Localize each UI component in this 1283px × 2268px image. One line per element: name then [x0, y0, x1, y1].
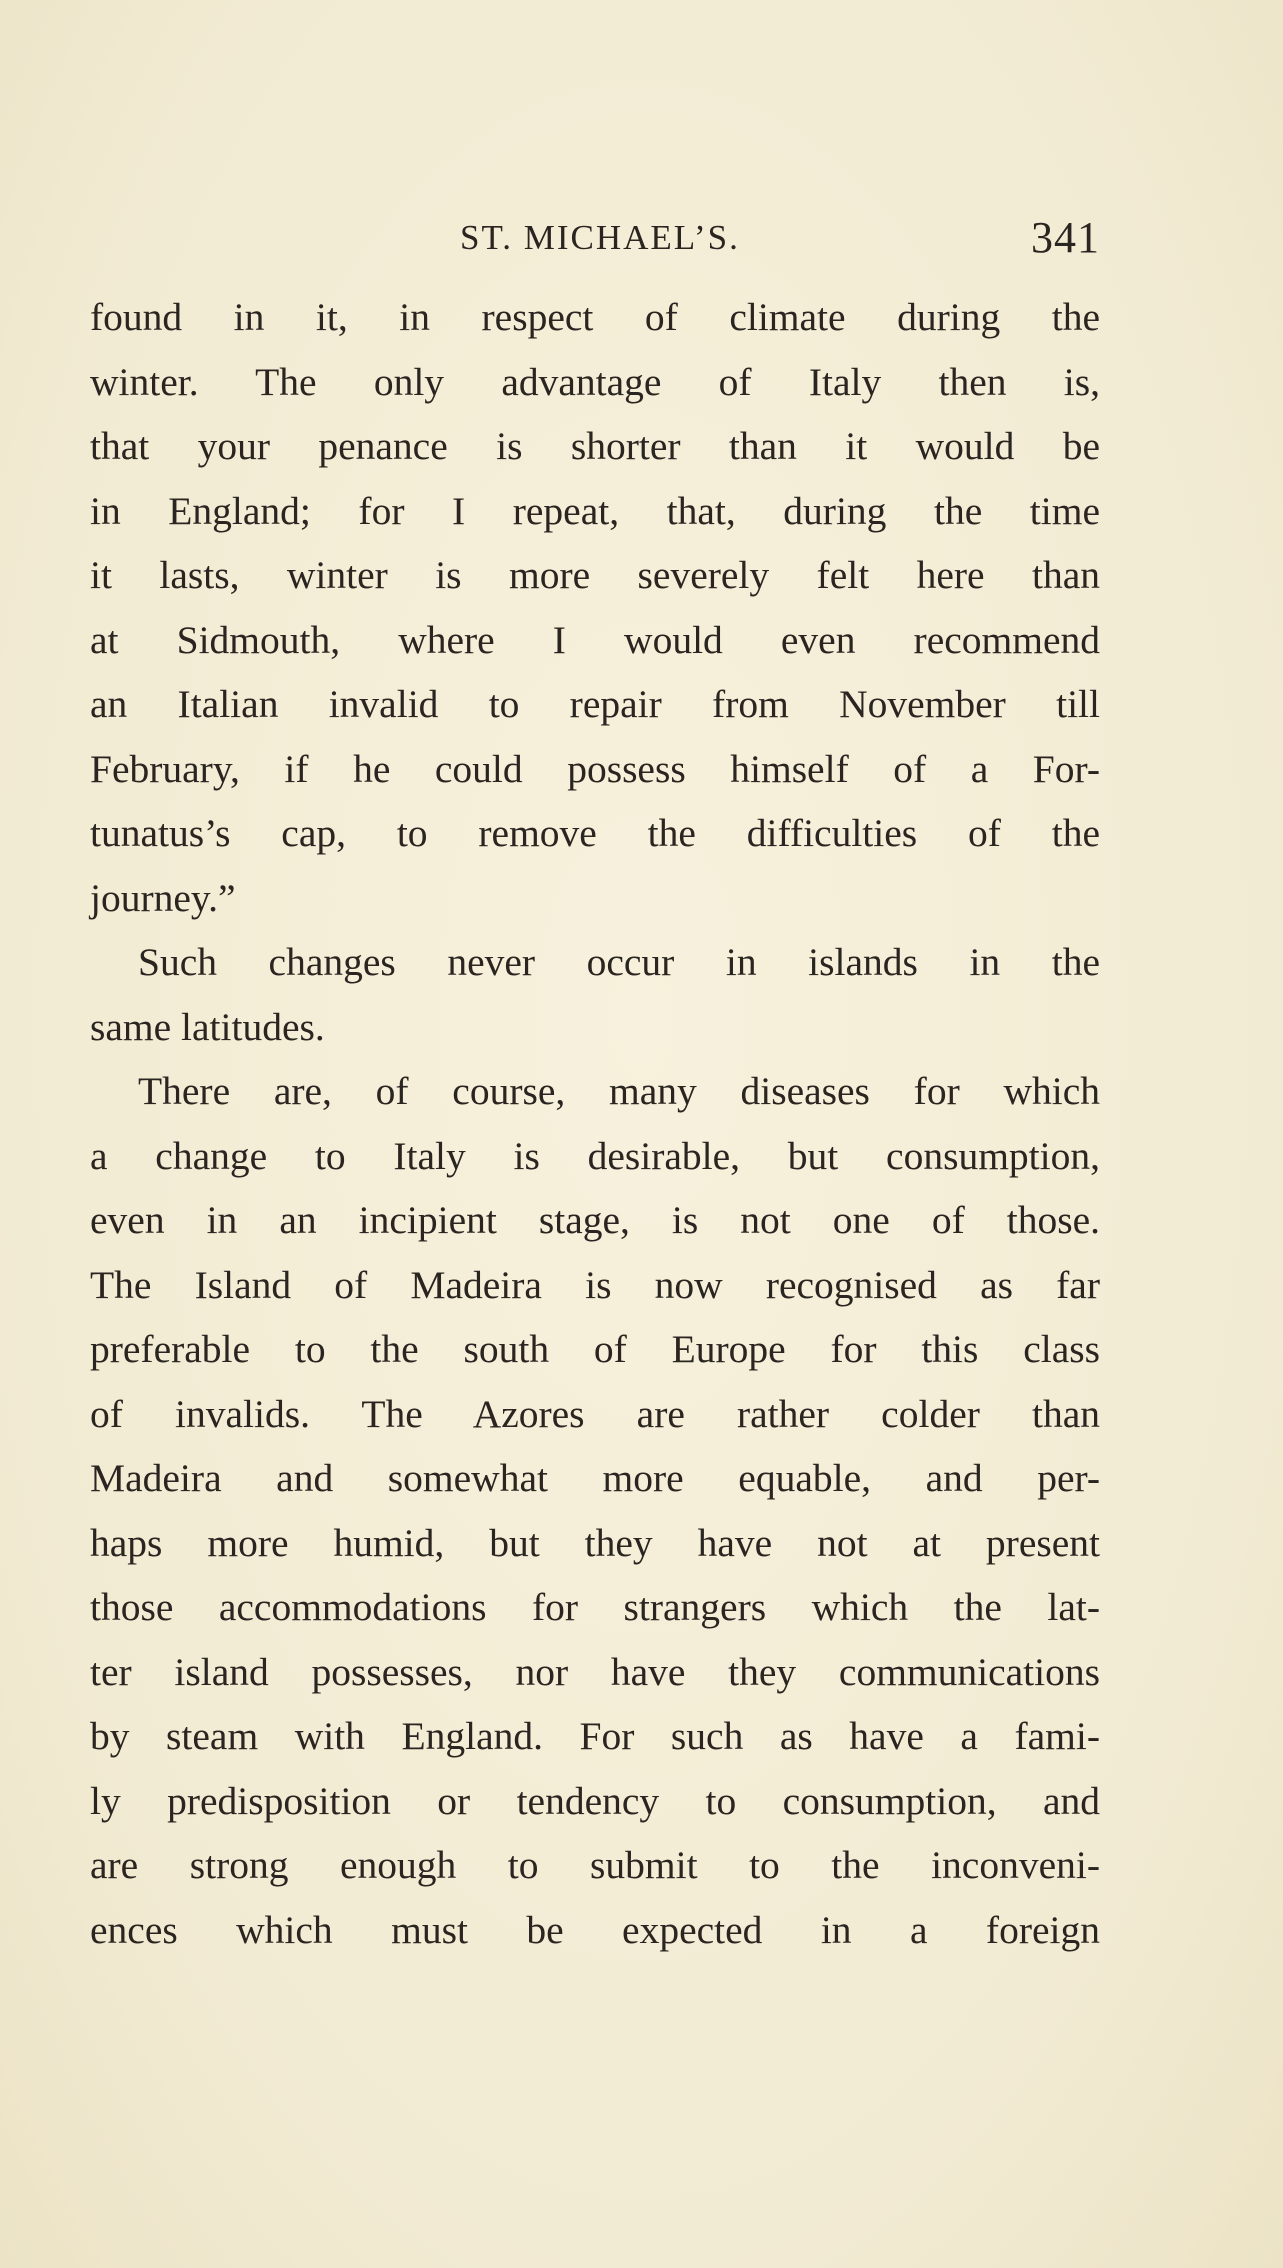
text-line: that your penance is shorter than it would be	[90, 424, 1100, 468]
text-line: by steam with England. For such as have a fami-	[90, 1714, 1100, 1758]
text-line: February, if he could possess himself of a For-	[90, 746, 1100, 791]
text-line: those accommodations for strangers which the lat-	[90, 1585, 1100, 1629]
text-line: haps more humid, but they have not at present	[90, 1520, 1100, 1565]
text-line: ter island possesses, nor have they communications	[90, 1649, 1100, 1694]
text-line: an Italian invalid to repair from November till	[90, 682, 1100, 726]
text-line: There are, of course, many diseases for which	[138, 1069, 1100, 1113]
text-line: same latitudes.	[90, 1004, 325, 1049]
text-line: winter. The only advantage of Italy then is,	[90, 359, 1100, 404]
text-line: The Island of Madeira is now recognised as far	[90, 1262, 1100, 1307]
text-line: preferable to the south of Europe for this class	[90, 1327, 1100, 1371]
body-text	[90, 285, 1100, 1962]
text-line: in England; for I repeat, that, during the time	[90, 488, 1100, 533]
text-line: it lasts, winter is more severely felt here than	[90, 553, 1100, 597]
text-line: at Sidmouth, where I would even recommend	[90, 617, 1100, 662]
text-line: even in an incipient stage, is not one of those.	[90, 1198, 1100, 1242]
page-number: 341	[1031, 213, 1100, 262]
page-header	[90, 212, 1100, 272]
text-line: Such changes never occur in islands in the	[138, 940, 1100, 984]
text-line: Madeira and somewhat more equable, and per-	[90, 1456, 1100, 1500]
text-line: are strong enough to submit to the inconveni-	[90, 1843, 1100, 1887]
text-line: ences which must be expected in a foreign	[90, 1907, 1100, 1952]
text-line: tunatus’s cap, to remove the difficulties of the	[90, 811, 1100, 855]
text-line: ly predisposition or tendency to consumption, and	[90, 1778, 1100, 1823]
text-line: found in it, in respect of climate during the	[90, 295, 1100, 339]
running-title: ST. MICHAEL’S.	[460, 218, 740, 257]
text-line: a change to Italy is desirable, but consumption,	[90, 1133, 1100, 1178]
text-line: of invalids. The Azores are rather colder than	[90, 1391, 1100, 1436]
text-line: journey.”	[90, 875, 236, 920]
